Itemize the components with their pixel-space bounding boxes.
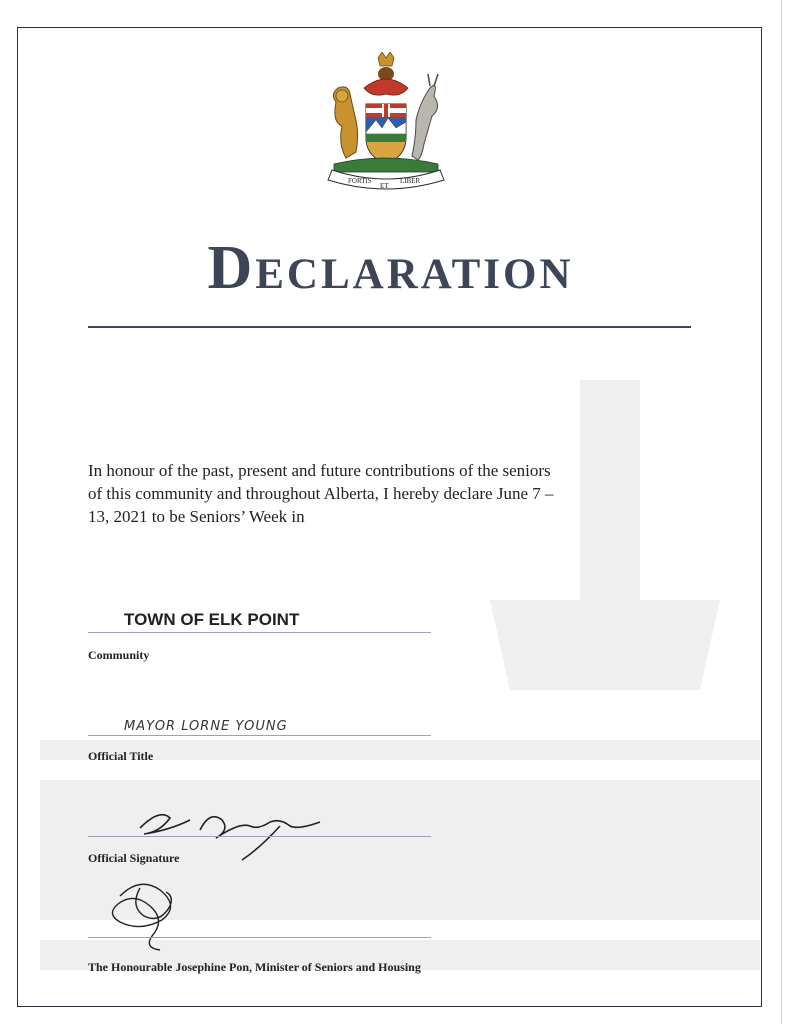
community-label: Community — [88, 648, 150, 662]
community-value: TOWN OF ELK POINT — [124, 610, 300, 629]
minister-signature-scribble — [100, 876, 200, 956]
crest-motto-2: ET — [380, 182, 389, 190]
community-line — [88, 632, 431, 633]
crest-motto-3: LIBER — [400, 177, 421, 185]
alberta-coat-of-arms — [320, 52, 452, 192]
official-signature-label: Official Signature — [88, 851, 180, 865]
official-signature-line — [88, 836, 431, 837]
title-underline — [88, 326, 691, 328]
minister-signature-line — [88, 937, 431, 938]
official-title-line — [88, 735, 431, 736]
crest-motto-1: FORTIS — [348, 177, 372, 185]
official-title-label: Official Title — [88, 749, 154, 763]
minister-signature-label: The Honourable Josephine Pon, Minister of Seniors and Housing — [88, 960, 421, 974]
declaration-text: In honour of the past, present and future contributions of the seniors of this community and throughout Alberta, I hereby declare June 7 – 13, 2021 to be Seniors’ Week in — [88, 461, 554, 526]
page-edge-line — [781, 0, 782, 1024]
document-title: Declaration — [207, 234, 574, 302]
official-title-value: MAYOR LORNE YOUNG — [124, 719, 288, 734]
